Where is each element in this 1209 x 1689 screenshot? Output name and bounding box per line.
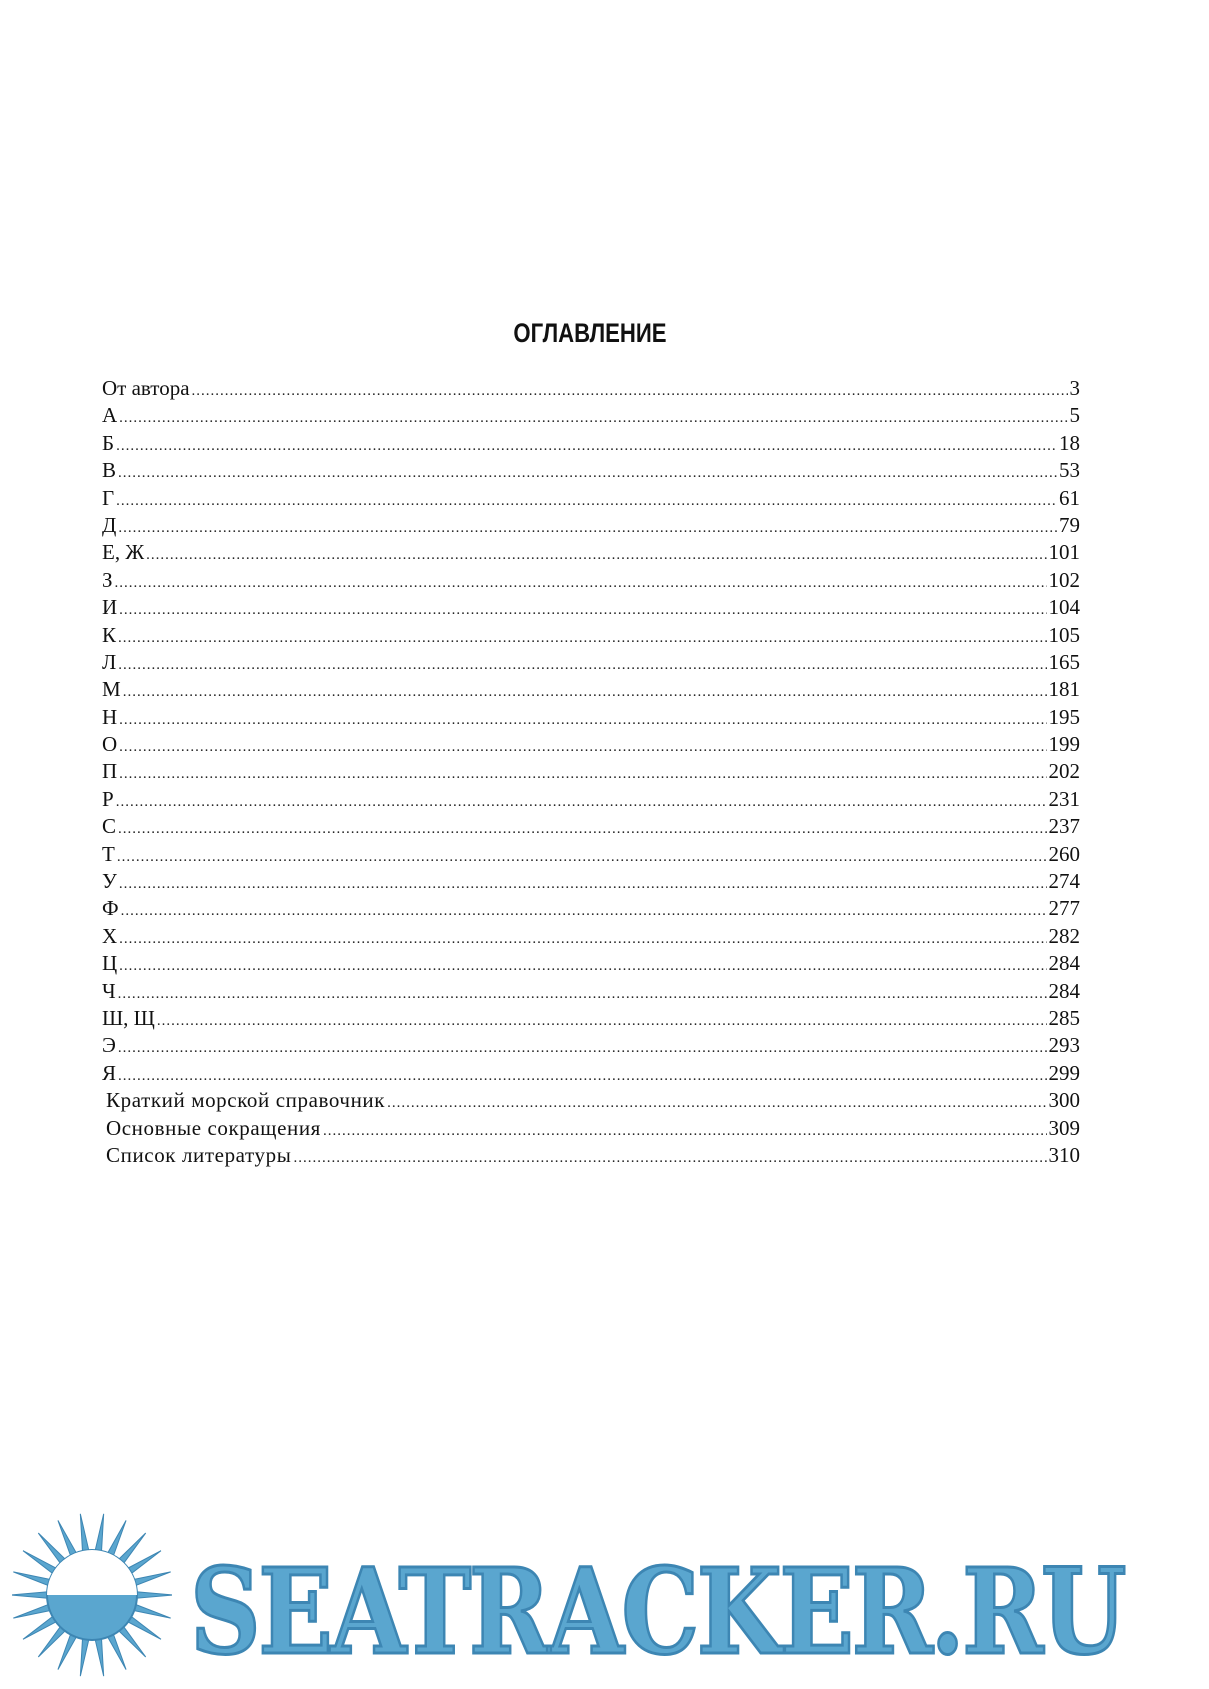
toc-entry-label: В — [102, 458, 117, 483]
toc-entry — [102, 676, 1080, 703]
toc-entry — [102, 375, 1080, 402]
toc-entry — [102, 704, 1080, 731]
toc-dot-leader — [119, 871, 1047, 895]
toc-dot-leader — [293, 1145, 1046, 1169]
toc-entry-label: А — [102, 403, 118, 428]
toc-entry-page: 165 — [1048, 649, 1080, 674]
toc-dot-leader — [119, 707, 1046, 731]
toc-entry-label: От автора — [102, 376, 190, 400]
toc-entry-label: Ф — [102, 896, 119, 921]
toc-dot-leader — [118, 1063, 1046, 1087]
toc-entry-page: 260 — [1048, 841, 1080, 866]
toc-entry-page: 284 — [1048, 951, 1080, 976]
toc-dot-leader — [323, 1118, 1047, 1142]
toc-entry-label: П — [102, 759, 118, 784]
toc-entry — [102, 813, 1080, 840]
toc-entry-label: И — [102, 595, 118, 620]
toc-entry-page: 231 — [1048, 786, 1080, 811]
toc-entry-page: 310 — [1048, 1142, 1080, 1167]
toc-entry-label: Б — [102, 430, 115, 455]
toc-dot-leader — [119, 953, 1046, 977]
toc-dot-leader — [192, 378, 1068, 402]
toc-entry — [102, 512, 1080, 539]
toc-dot-leader — [117, 844, 1047, 868]
toc-dot-leader — [118, 460, 1057, 484]
toc-entry — [102, 731, 1080, 758]
toc-dot-leader — [118, 652, 1046, 676]
toc-dot-leader — [119, 597, 1046, 621]
sun-logo-icon — [12, 1505, 172, 1685]
toc-entry-label: Ч — [102, 978, 116, 1003]
toc-entry-page: 284 — [1048, 978, 1080, 1003]
toc-dot-leader — [118, 515, 1057, 539]
toc-dot-leader — [119, 734, 1046, 758]
toc-dot-leader — [146, 542, 1046, 566]
toc-entry-label: С — [102, 814, 117, 839]
toc-entry — [102, 868, 1080, 895]
toc-entry — [102, 1060, 1080, 1087]
toc-entry — [102, 1087, 1080, 1114]
toc-dot-leader — [116, 433, 1057, 457]
toc-dot-leader — [115, 570, 1047, 594]
toc-entry-page: 53 — [1059, 458, 1080, 483]
toc-entry — [102, 457, 1080, 484]
toc-dot-leader — [121, 898, 1047, 922]
toc-entry-page: 181 — [1048, 677, 1080, 702]
toc-entry — [102, 786, 1080, 813]
toc-entry — [102, 978, 1080, 1005]
toc-entry — [102, 649, 1080, 676]
toc-entry-page: 299 — [1048, 1060, 1080, 1085]
toc-entry — [102, 622, 1080, 649]
toc-entry — [102, 841, 1080, 868]
toc-entry-label: У — [102, 869, 117, 894]
toc-entry — [102, 594, 1080, 621]
toc-dot-leader — [119, 761, 1046, 785]
toc-entry — [102, 923, 1080, 950]
toc-entry-page: 309 — [1048, 1115, 1080, 1140]
toc-entry-label: Л — [102, 649, 117, 674]
toc-entry-label: О — [102, 732, 118, 757]
toc-entry-label: З — [102, 567, 113, 592]
toc-entry-label: М — [102, 677, 121, 702]
toc-entry — [102, 1005, 1080, 1032]
table-of-contents — [102, 375, 1080, 1169]
toc-entry-label: Н — [102, 704, 118, 729]
toc-entry-page: 237 — [1048, 814, 1080, 839]
toc-entry — [102, 402, 1080, 429]
toc-entry — [102, 485, 1080, 512]
toc-entry-page: 101 — [1048, 540, 1080, 565]
toc-entry-page: 274 — [1048, 869, 1080, 894]
toc-entry-label: Д — [102, 512, 117, 537]
toc-entry-page: 79 — [1059, 512, 1080, 537]
toc-dot-leader — [118, 816, 1046, 840]
toc-entry-label: Э — [102, 1033, 116, 1058]
toc-entry — [102, 539, 1080, 566]
toc-entry-page: 277 — [1048, 896, 1080, 921]
toc-entry-page: 202 — [1048, 759, 1080, 784]
toc-dot-leader — [387, 1090, 1046, 1114]
toc-entry-page: 300 — [1048, 1088, 1080, 1113]
toc-entry-page: 195 — [1048, 704, 1080, 729]
toc-dot-leader — [116, 789, 1047, 813]
toc-entry-page: 102 — [1048, 567, 1080, 592]
toc-dot-leader — [123, 679, 1047, 703]
toc-entry-label: Основные сокращения — [106, 1115, 321, 1140]
seatracker-watermark — [0, 1505, 1209, 1689]
toc-dot-leader — [118, 981, 1047, 1005]
toc-dot-leader — [118, 625, 1046, 649]
toc-dot-leader — [119, 405, 1067, 429]
toc-entry — [102, 430, 1080, 457]
toc-entry — [102, 895, 1080, 922]
toc-dot-leader — [119, 926, 1046, 950]
toc-entry — [102, 950, 1080, 977]
toc-entry-page: 105 — [1048, 622, 1080, 647]
toc-entry-page: 285 — [1048, 1005, 1080, 1030]
toc-dot-leader — [118, 1035, 1047, 1059]
toc-dot-leader — [157, 1008, 1047, 1032]
toc-entry-page: 18 — [1059, 430, 1080, 455]
page-title: ОГЛАВЛЕНИЕ — [513, 318, 667, 348]
toc-entry-label: Х — [102, 923, 118, 948]
toc-entry-label: Г — [102, 485, 115, 510]
toc-entry-page: 104 — [1048, 595, 1080, 620]
toc-entry-label: Я — [102, 1060, 117, 1085]
toc-dot-leader — [116, 488, 1057, 512]
toc-entry-label: Ш, Щ — [102, 1005, 155, 1030]
toc-entry — [102, 1142, 1080, 1169]
toc-entry — [102, 567, 1080, 594]
watermark-text: SEATRACKER.RU — [190, 1542, 1124, 1681]
toc-entry-page: 5 — [1069, 403, 1080, 428]
toc-entry-page: 61 — [1059, 485, 1080, 510]
toc-entry-page: 293 — [1048, 1033, 1080, 1058]
toc-entry-page: 282 — [1048, 923, 1080, 948]
toc-entry-label: Ц — [102, 951, 118, 976]
toc-entry-label: К — [102, 622, 117, 647]
toc-entry-label: Т — [102, 841, 115, 866]
toc-entry-label: Р — [102, 786, 114, 811]
toc-entry — [102, 1032, 1080, 1059]
toc-entry-page: 3 — [1069, 376, 1080, 400]
toc-entry — [102, 758, 1080, 785]
toc-entry-label: Е, Ж — [102, 540, 145, 565]
toc-entry-page: 199 — [1048, 732, 1080, 757]
toc-entry-label: Краткий морской справочник — [106, 1088, 386, 1113]
toc-entry — [102, 1115, 1080, 1142]
toc-entry-label: Список литературы — [106, 1142, 292, 1167]
